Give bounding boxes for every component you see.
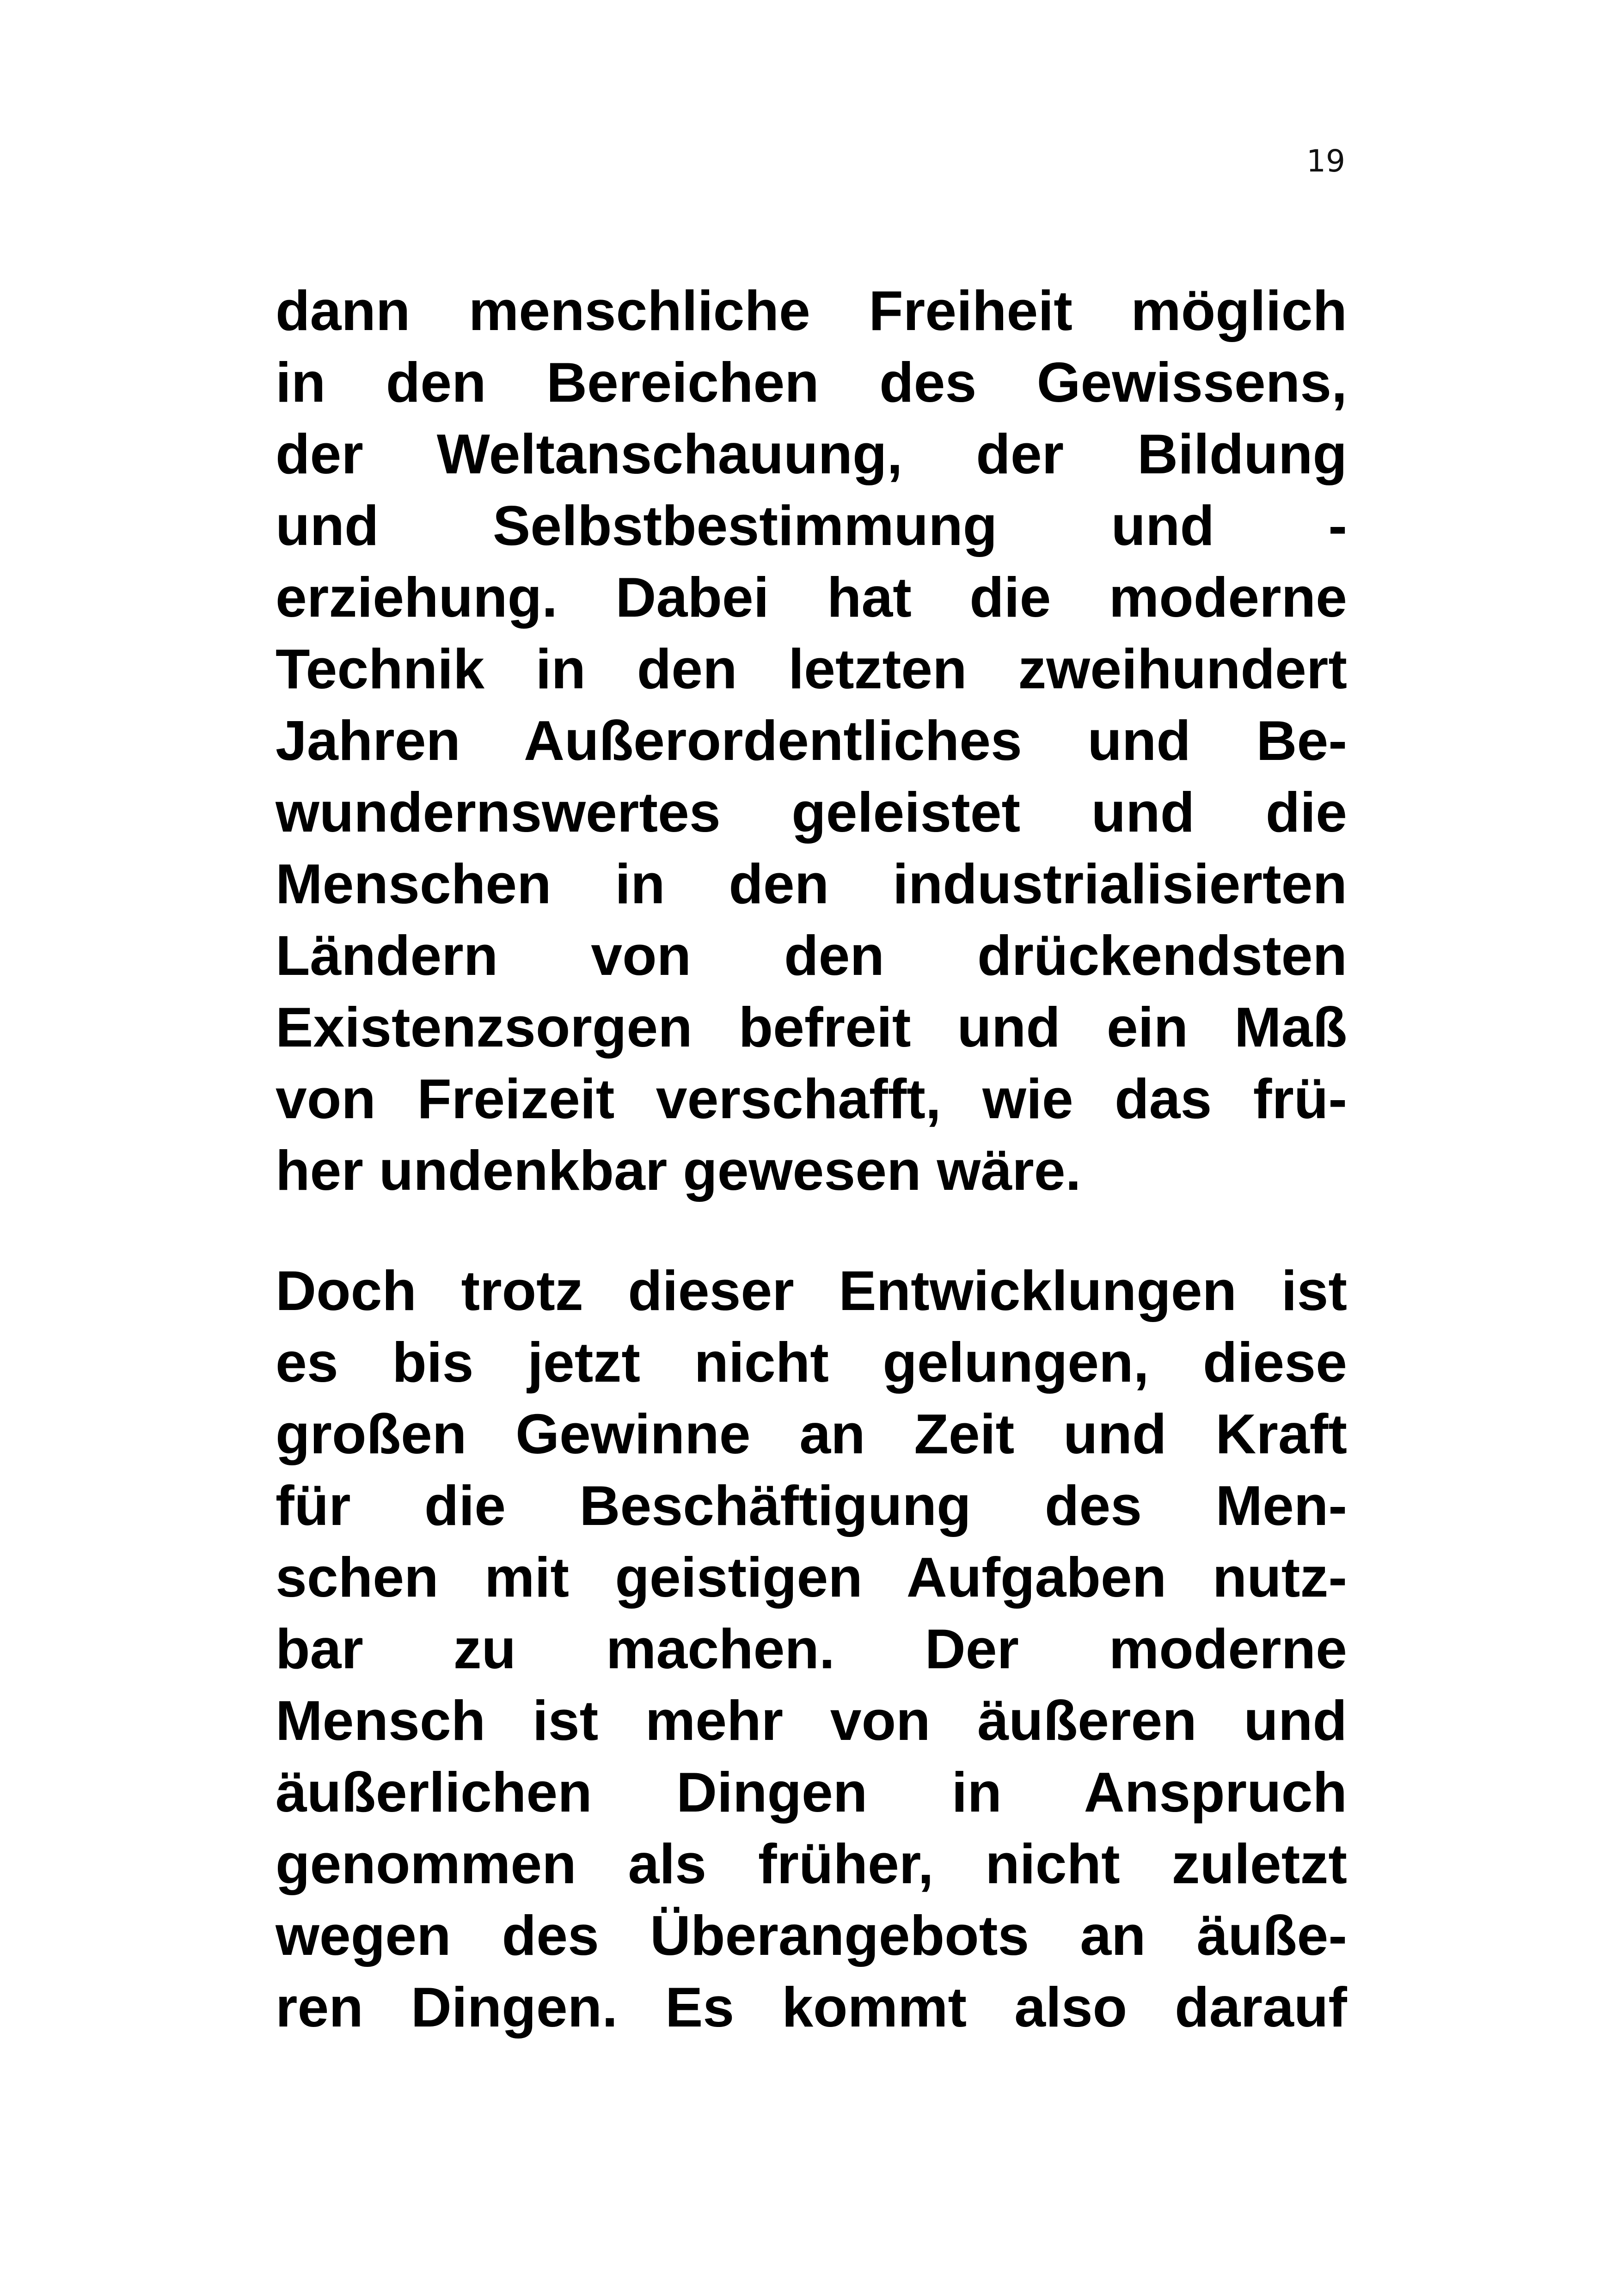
page-number: 19: [1306, 143, 1345, 179]
text-line: wegen des Überangebots an äuße-: [276, 1904, 1347, 1967]
text-line: von Freizeit verschafft, wie das frü-: [276, 1067, 1347, 1130]
text-line: Menschen in den industrialisierten: [276, 852, 1347, 915]
text-line: äußerlichen Dingen in Anspruch: [276, 1761, 1347, 1824]
text-line: her undenkbar gewesen wäre.: [276, 1139, 1081, 1202]
text-line: ren Dingen. Es kommt also darauf: [276, 1976, 1347, 2039]
text-line: bar zu machen. Der moderne: [276, 1617, 1347, 1680]
text-line: und Selbstbestimmung und -: [276, 494, 1347, 557]
text-line: Jahren Außerordentliches und Be-: [276, 709, 1347, 772]
text-line: Existenzsorgen befreit und ein Maß: [276, 996, 1347, 1059]
text-line: Technik in den letzten zweihundert: [276, 637, 1347, 700]
text-line: schen mit geistigen Aufgaben nutz-: [276, 1546, 1347, 1609]
text-line: der Weltanschauung, der Bildung: [276, 422, 1347, 485]
paragraph-2: [276, 1255, 1347, 2043]
text-line: es bis jetzt nicht gelungen, diese: [276, 1331, 1347, 1394]
text-line: großen Gewinne an Zeit und Kraft: [276, 1402, 1347, 1465]
text-line: für die Beschäftigung des Men-: [276, 1474, 1347, 1537]
text-line: Ländern von den drückendsten: [276, 924, 1347, 987]
text-line: in den Bereichen des Gewissens,: [276, 351, 1347, 414]
text-line: erziehung. Dabei hat die moderne: [276, 566, 1347, 629]
paragraph-1: [276, 275, 1347, 1206]
text-line: genommen als früher, nicht zuletzt: [276, 1832, 1347, 1895]
text-line: Doch trotz dieser Entwicklungen ist: [276, 1259, 1347, 1322]
text-line: wundernswertes geleistet und die: [276, 781, 1347, 844]
text-line: dann menschliche Freiheit möglich: [276, 279, 1347, 342]
text-line: Mensch ist mehr von äußeren und: [276, 1689, 1347, 1752]
